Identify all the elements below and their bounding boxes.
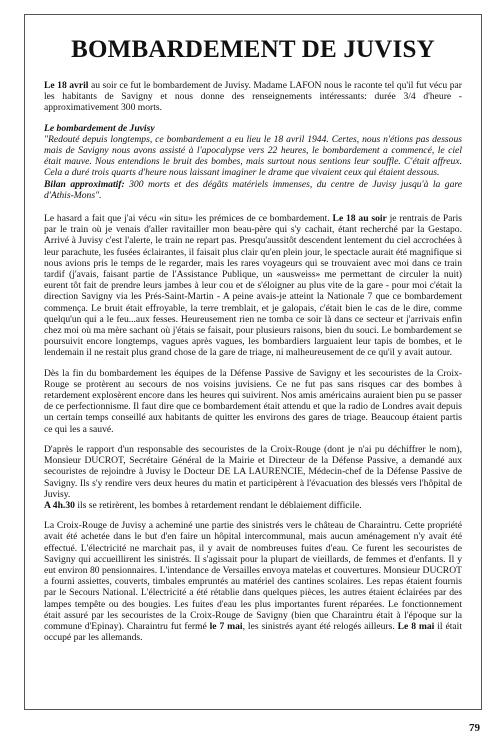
quote-bilan (44, 179, 462, 201)
paragraph-4-start: La Croix-Rouge de Juvisy a acheminé une partie des sinistrés vers le château de Charaintru. Cette propriété avait été achetée dans le but d'en faire un hôpital intercommunal, mais aucun aménagement n'y avait été effectué. L'électricité ne marchait pas, il y avait de nombreuses fuites d'eau. Ce furent les secouristes de Savigny qui accueillirent les sinistrés. Il s'agissait pour la plupart de vieillards, de femmes et d'enfants. Il y eut environ 80 pensionnaires. L'intendance de Versailles envoya matelas et couvertures. Monsieur DUCROT a fourni assiettes, couverts, timbales empruntés au matériel des cantines scolaires. Les repas étaient fournis par le Secours National. L'électricité a été rétablie dans quelques pièces, les autres étaient éclairées par des lampes tempête ou des bougies. Les fuites d'eau les plus importantes furent réparées. Le fonctionnement était assuré par les secouristes de la Croix-Rouge de Savigny (bien que Charaintru était à l'époque sur la commune d'Epinay). Charaintru fut fermé (44, 520, 462, 632)
bilan-text: 300 morts et des dégâts matériels immenses, du centre de Juvisy jusqu'à la gare d'Athis-Mons". (44, 178, 463, 201)
intro-date: Le 18 avril (44, 80, 89, 91)
paragraph-3-time: A 4h.30 (44, 499, 75, 511)
paragraph-2: Dès la fin du bombardement les équipes de la Défense Passive de Savigny et les secouristes de la Croix-Rouge se protèrent au secours de nos voisins juvisiens. Ce ne fut pas sans risques car des bombes à retardement explosèrent encore dans les heures qui suivirent. Nos amis américains auraient bien pu se passer de ce perfectionnisme. Il faut dire que ce bombardement était attendu et que la radio de Londres avait depuis un certain temps conseillé aux habitants de quitter les environs des gares de triage. Beaucoup étaient partis ce qui les a sauvé. (44, 367, 462, 435)
paragraph-1 (44, 213, 462, 359)
quote-body: "Redouté depuis longtemps, ce bombardement a eu lieu le 18 avril 1944. Certes, nous n'étions pas dessous mais de Savigny nous avons assisté à l'apocalypse vers 22 heures, le bombardement a commencé, le ciel était mauve. Nous entendions le bruit des bombes, mais surtout nous sentions leur souffle. C'était affreux. Cela a duré trois quarts d'heure nous laissant imaginer le drame que vivaient ceux qui étaient dessous. (44, 133, 462, 179)
intro-paragraph (44, 80, 462, 114)
article-body (44, 36, 462, 643)
paragraph-4 (44, 520, 462, 643)
quote-heading: Le bombardement de Juvisy (44, 122, 155, 134)
paragraph-4-date-2: Le 8 mai (397, 620, 435, 632)
paragraph-3 (44, 444, 462, 511)
page-title: BOMBARDEMENT DE JUVISY (71, 36, 435, 63)
paragraph-1-date: Le 18 au soir (332, 213, 387, 225)
paragraph-3-rest: ils se retirèrent, les bombes à retardement rendant le déblaiement difficile. (74, 499, 362, 511)
intro-text: au soir ce fut le bombardement de Juvisy. Madame LAFON nous le raconte tel qu'il fut vécu par les habitants de Savigny et nous donne des renseignements intéressants: durée 3/4 d'heure - approximativement 300 morts. (44, 80, 462, 114)
quote-block (44, 123, 462, 201)
paragraph-1-rest: je rentrais de Paris par le train où je venais d'aller ravitailler mon beau-père qui s'y cachait, étant recherché par la Gestapo. Arrivé à Juvisy c'est l'alerte, le train ne repart pas. Presqu'aussitôt descendent lentement du ciel accrochées à leur parachute, les fusées éclairantes, il faisait plus clair qu'en plein jour, le spectacle aurait été magnifique si nous avions pris le temps de le regarder, mais les rares voyageurs qui se trouvaient avec moi dans ce train tardif (j'avais, faisant partie de l'Assistance Publique, un «ausweiss» me permettant de circuler la nuit) eurent tôt fait de prendre leurs jambes à leur cou et de s'éloigner au plus vite de la gare - pour moi c'était la direction Savigny via les Prés-Saint-Martin - A peine avais-je atteint la Nationale 7 que ce bombardement commença. Le bruit était effroyable, la terre tremblait, et je galopais, c'était bien le cas de le dire, comme quelqu'un qui a le feu...aux fesses. Heureusement rien ne tomba ce soir là dans ce secteur et j'arrivais enfin chez moi où ma mère sachant où j'étais se faisait, pour plusieurs raisons, bien du souci. Le bombardement se poursuivit encore longtemps, vagues après vagues, les bombardiers larguaient leur tapis de bombes, et le lendemain il ne restait plus grand chose de la gare de triage, ni malheureusement de ce qu'il y avait autour. (44, 213, 463, 359)
paragraph-4-end: il était occupé par les allemands. (44, 620, 462, 644)
paragraph-1-start: Le hasard a fait que j'ai vécu «in situ» les prémices de ce bombardement. (44, 213, 333, 225)
bilan-label: Bilan approximatif: (44, 178, 125, 190)
paragraph-3-text: D'après le rapport d'un responsable des secouristes de la Croix-Rouge (dont je n'ai pu déchiffrer le nom), Monsieur DUCROT, Secrétaire Général de la Mairie et Directeur de la Défense Passive, a demandé aux secouristes de rejoindre à Juvisy le Docteur DE LA LAURENCIE, Médecin-chef de la Défense Passive de Savigny. Ils s'y rendire vers deux heures du matin et participèrent à l'évacuation des blessés vers l'hôpital de Juvisy. (44, 443, 462, 500)
paragraph-4-middle: , les sinistrés ayant été relogés ailleurs. (242, 620, 398, 632)
page-number: 79 (469, 722, 480, 734)
paragraph-4-date-1: le 7 mai (209, 620, 243, 632)
